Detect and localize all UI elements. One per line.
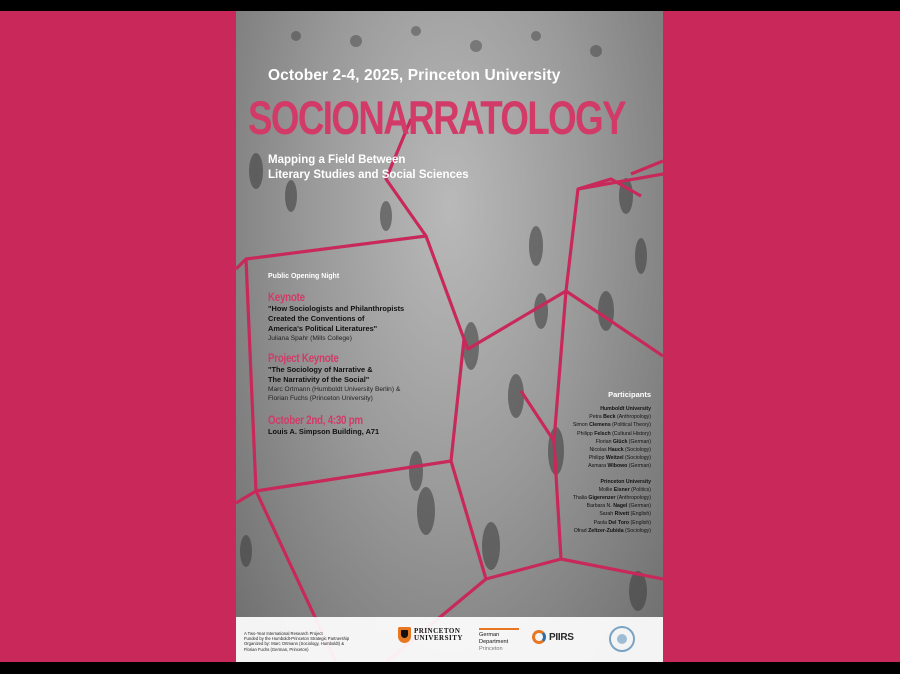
piirs-mark-icon: [532, 630, 546, 644]
participant-field: (English): [630, 519, 651, 526]
participant-first-name: Philipp: [588, 455, 605, 462]
participant-field: (Sociology): [625, 455, 651, 462]
princeton-university-logo: [398, 627, 463, 643]
participant-row: [521, 519, 651, 527]
participant-first-name: Asmara: [588, 463, 607, 470]
footer-credits: [244, 631, 366, 652]
keynote-title-line: Created the Conventions of: [268, 314, 365, 323]
keynote-title-line: "How Sociologists and Philanthropists: [268, 304, 405, 313]
right-magenta-panel: [663, 11, 900, 662]
bottom-letterbox: [0, 662, 900, 674]
participant-row: [521, 510, 651, 518]
german-dept-text: Princeton: [479, 645, 503, 652]
participant-field: (Anthropology): [616, 414, 651, 421]
event-date-place: October 2-4, 2025, Princeton University: [268, 67, 561, 84]
event-title: SOCIONARRATOLOGY: [248, 91, 625, 144]
participant-first-name: Thalia: [572, 495, 587, 502]
participant-field: (English): [630, 511, 651, 518]
participant-field: (Sociology): [625, 527, 651, 534]
footer-line: Organized by: Marc Ortmann (Sociology, Humboldt) &: [244, 641, 344, 647]
keynote-speaker: Juliana Spahr (Mills College): [268, 335, 352, 342]
participant-last-name: Nagel: [613, 503, 628, 510]
participant-last-name: Clemens: [589, 422, 611, 429]
participant-first-name: Paola: [593, 519, 607, 526]
participant-row: [521, 486, 651, 494]
german-dept-text: German: [479, 632, 500, 638]
event-venue: Louis A. Simpson Building, A71: [268, 427, 380, 436]
subtitle-line: Mapping a Field Between: [268, 154, 406, 166]
participant-field: (Politics): [631, 486, 651, 493]
participant-field: (Anthropology): [616, 495, 651, 502]
participant-first-name: Barbara N.: [586, 503, 612, 510]
participant-last-name: Weitzel: [605, 455, 624, 462]
participant-first-name: Petra: [589, 414, 602, 421]
top-letterbox: [0, 0, 900, 11]
participant-last-name: Hauck: [608, 447, 624, 454]
participant-row: [521, 462, 651, 470]
participant-last-name: Glück: [612, 438, 628, 445]
left-magenta-panel: [0, 11, 236, 662]
project-speaker-line: Florian Fuchs (Princeton University): [268, 395, 373, 402]
participant-last-name: Del Toro: [608, 519, 630, 526]
humboldt-seal-icon: [609, 626, 635, 652]
participant-last-name: Gigerenzer: [588, 495, 616, 502]
participants-heading: Participants: [608, 390, 651, 399]
participant-first-name: Nicolas: [589, 447, 607, 454]
footer-line: Florian Fuchs (German, Princeton): [244, 646, 309, 652]
participant-first-name: Simon: [572, 422, 588, 429]
participant-first-name: Florian: [595, 438, 612, 445]
participant-first-name: Sarah: [599, 511, 614, 518]
participant-university: Humboldt University: [600, 406, 651, 412]
participants-list: [521, 405, 651, 535]
piirs-logo-text: PIIRS: [549, 631, 574, 643]
footer-line: A Two-Year International Research Project: [244, 631, 323, 636]
poster: [236, 11, 663, 662]
opening-night-label: Public Opening Night: [268, 273, 340, 280]
participant-first-name: Philipp: [577, 430, 593, 437]
princeton-logo-text: PRINCETON: [414, 626, 461, 635]
german-dept-text: Department: [479, 638, 509, 645]
participant-first-name: Ofrad: [573, 527, 587, 534]
poster-footer: [236, 617, 663, 662]
participant-row: [521, 413, 651, 421]
participant-last-name: Zeltzer-Zubida: [588, 527, 624, 534]
princeton-shield-icon: [398, 627, 411, 643]
participant-row: [521, 446, 651, 454]
participant-row: [521, 502, 651, 510]
participant-row: [521, 454, 651, 462]
event-subtitle: [268, 153, 469, 183]
project-title-line: "The Sociology of Narrative &: [268, 365, 373, 374]
piirs-logo: [532, 630, 574, 644]
participant-row: [521, 438, 651, 446]
keynote-heading: Keynote: [268, 292, 305, 304]
participant-field: (German): [628, 463, 651, 470]
participant-last-name: Felsch: [594, 430, 611, 437]
participant-last-name: Beck: [603, 414, 616, 421]
project-speaker-line: Marc Ortmann (Humboldt University Berlin) &: [268, 386, 401, 393]
princeton-logo-text: UNIVERSITY: [414, 634, 463, 642]
participant-university: Princeton University: [600, 478, 651, 485]
participants-section: [521, 390, 651, 535]
participant-row: [521, 430, 651, 438]
project-keynote-heading: Project Keynote: [268, 353, 339, 365]
participant-row: [521, 527, 651, 535]
participant-field: (Political Theory): [612, 422, 651, 429]
footer-line: Funded by the Humboldt-Princeton Strategic Partnership: [244, 636, 350, 642]
participant-last-name: Rivett: [614, 511, 630, 518]
participant-field: (Sociology): [625, 447, 651, 454]
participant-row: [521, 494, 651, 502]
participant-field: (German): [628, 438, 651, 445]
participant-last-name: Eisner: [613, 486, 630, 493]
participant-row: [521, 421, 651, 429]
participant-first-name: Mollie: [598, 486, 613, 493]
participant-last-name: Wibowo: [607, 463, 628, 470]
german-department-logo: [479, 628, 519, 652]
participant-field: (German): [628, 503, 651, 510]
subtitle-line: Literary Studies and Social Sciences: [268, 169, 469, 181]
keynote-title-line: America's Political Literatures": [268, 324, 378, 333]
opening-night-section: [268, 273, 458, 437]
participant-field: (Cultural History): [612, 430, 651, 437]
project-title-line: The Narrativity of the Social": [268, 375, 370, 384]
event-time: October 2nd, 4:30 pm: [268, 415, 363, 427]
